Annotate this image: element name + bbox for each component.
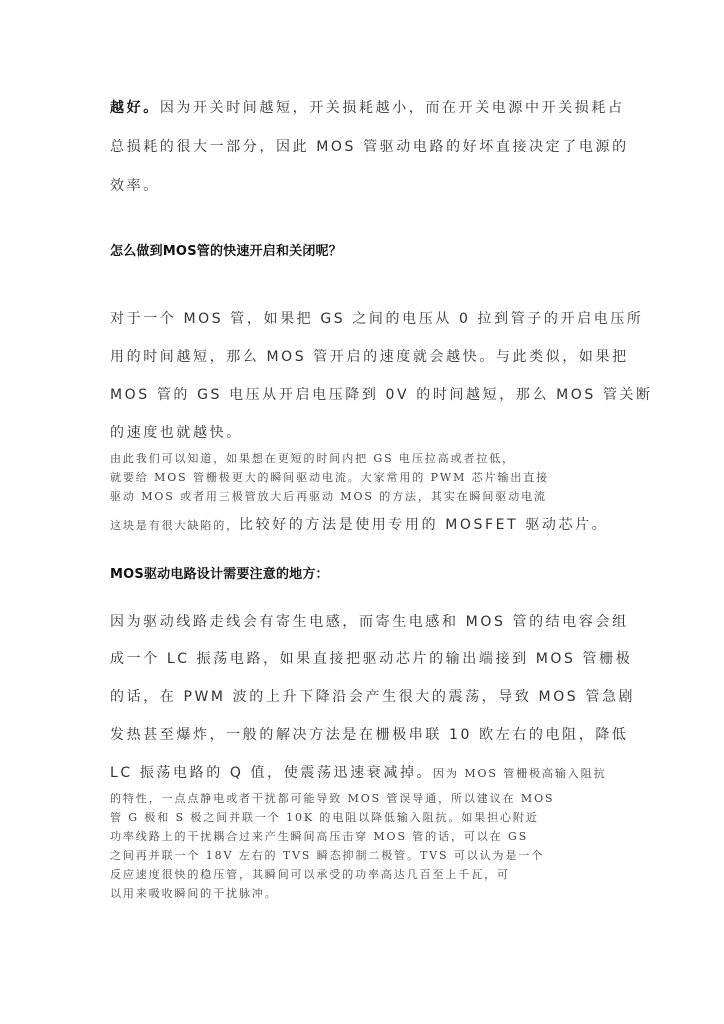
paragraph-line: 对于一个 MOS 管，如果把 GS 之间的电压从 0 拉到管子的开启电压所 <box>110 311 644 327</box>
paragraph-line: 总损耗的很大一部分，因此 MOS 管驱动电路的好坏直接决定了电源的 <box>110 139 629 155</box>
section-heading: 怎么做到MOS管的快速开启和关闭呢？ <box>110 244 342 259</box>
paragraph-line-small: 管 G 极和 S 极之间并联一个 10K 的电阻以降低输入阻抗。如果担心附近 <box>110 811 539 824</box>
text-run-small: 因为 MOS 管栅极高输入阻抗 <box>433 767 607 780</box>
paragraph-line-mixed <box>110 762 606 782</box>
paragraph-line-small: 之间再并联一个 18V 左右的 TVS 瞬态抑制二极管。TVS 可以认为是一个 <box>110 849 545 862</box>
paragraph-line-mixed <box>110 514 608 534</box>
paragraph-line-small: 以用来吸收瞬间的干扰脉冲。 <box>110 887 278 900</box>
paragraph-line-small: 就要给 MOS 管栅极更大的瞬间驱动电流。大家常用的 PWM 芯片输出直接 <box>110 471 550 484</box>
paragraph-line: MOS 管的 GS 电压从开启电压降到 0V 的时间越短，那么 MOS 管关断 <box>110 387 653 403</box>
text-run-large: 比较好的方法是使用专用的 MOSFET 驱动芯片。 <box>239 517 609 533</box>
text-run: 因为开关时间越短，开关损耗越小，而在开关电源中开关损耗占 <box>159 100 625 116</box>
paragraph-line: 因为驱动线路走线会有寄生电感，而寄生电感和 MOS 管的结电容会组 <box>110 614 629 630</box>
bold-text: 越好。 <box>110 100 160 116</box>
paragraph-line-small: 驱动 MOS 或者用三极管放大后再驱动 MOS 的方法，其实在瞬间驱动电流 <box>110 490 547 503</box>
paragraph-line: 的话，在 PWM 波的上升下降沿会产生很大的震荡，导致 MOS 管急剧 <box>110 689 636 705</box>
paragraph-line: 发热甚至爆炸，一般的解决方法是在栅极串联 10 欧左右的电阻，降低 <box>110 727 629 743</box>
paragraph-line-small: 功率线路上的干扰耦合过来产生瞬间高压击穿 MOS 管的话，可以在 GS <box>110 830 529 843</box>
section-heading: MOS驱动电路设计需要注意的地方： <box>110 567 329 582</box>
paragraph-line-small: 反应速度很快的稳压管，其瞬间可以承受的功率高达几百至上千瓦，可 <box>110 868 510 881</box>
paragraph-line: 的速度也就越快。 <box>110 425 243 441</box>
paragraph-line <box>110 97 625 117</box>
text-run-large: LC 振荡电路的 Q 值，使震荡迅速衰减掉。 <box>110 765 434 781</box>
paragraph-line: 效率。 <box>110 178 160 194</box>
paragraph-line-small: 的特性，一点点静电或者干扰都可能导致 MOS 管误导通，所以建议在 MOS <box>110 792 555 805</box>
paragraph-line: 成一个 LC 振荡电路，如果直接把驱动芯片的输出端接到 MOS 管栅极 <box>110 651 633 667</box>
text-run-small: 这块是有很大缺陷的， <box>110 519 239 532</box>
paragraph-line: 用的时间越短，那么 MOS 管开启的速度就会越快。与此类似，如果把 <box>110 349 629 365</box>
paragraph-line-small: 由此我们可以知道，如果想在更短的时间内把 GS 电压拉高或者拉低， <box>110 452 516 465</box>
